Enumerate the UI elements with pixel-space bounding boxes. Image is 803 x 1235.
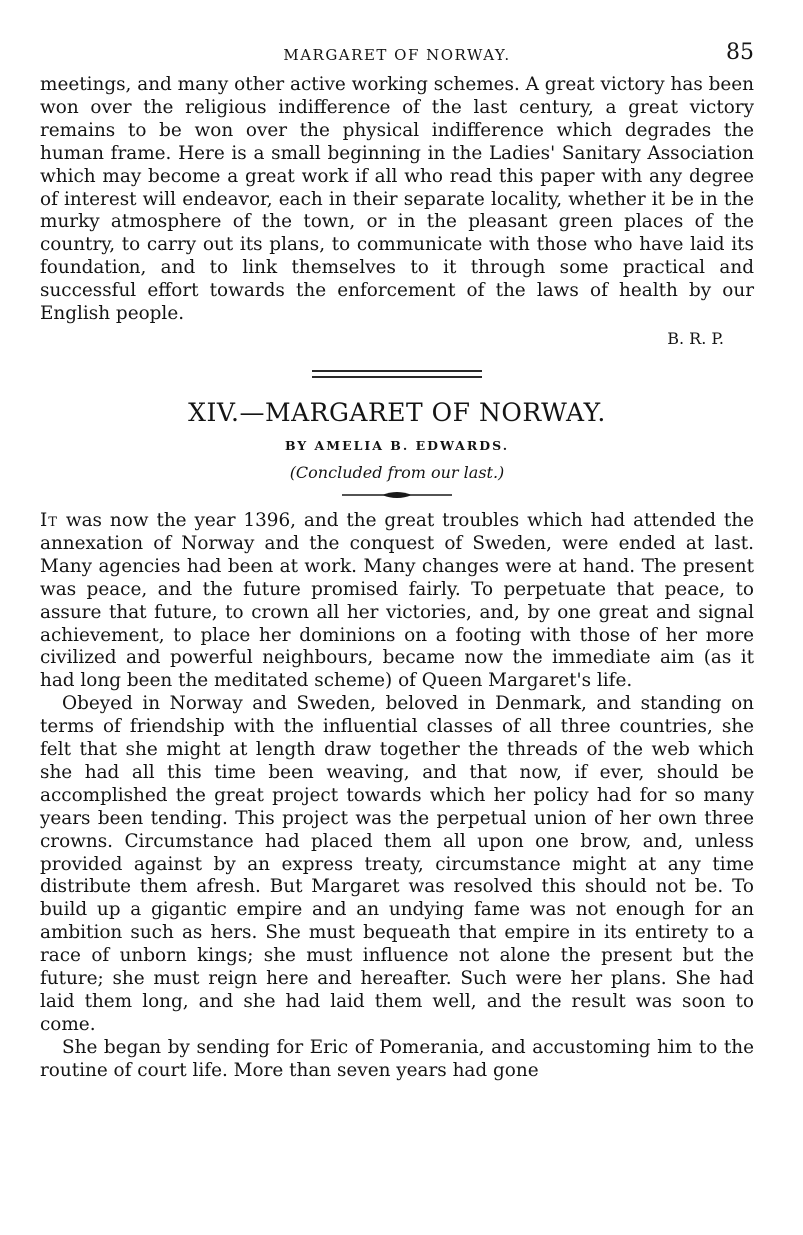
article-paragraph-3: She began by sending for Eric of Pomerania, and accustoming him to the routine of court life. More than seven years had gone (40, 1036, 754, 1081)
running-head (40, 40, 754, 74)
article-paragraph-1 (40, 510, 754, 693)
article-paragraph-1-text: was now the year 1396, and the great troubles which had attended the annexation of Norway and the conquest of Sweden, were ended at last. Many agencies had been at work. Many changes were at hand. The present was peace, and the future promised fairly. To perpetuate that peace, to assure that future, to crown all her victories, and, by one great and signal achievement, to place her dominions on a footing with those of her more civilized and powerful neighbours, became now the immediate aim (as it had long been the meditated scheme) of Queen Margaret's life. (40, 509, 754, 692)
article-byline: BY AMELIA B. EDWARDS. (284, 437, 510, 453)
previous-article-closing-paragraph: meetings, and many other active working schemes. A great victory has been won over the religious indifference of the last century, a great victory remains to be won over the physical indifference which degrades the human frame. Here is a small beginning in the Ladies' Sanitary Association which may become a great work if all who read this paper with any degree of interest will endeavor, each in their separate locality, whether it be in the murky atmosphere of the town, or in the pleasant green places of the country, to carry out its plans, to communicate with those who have laid its foundation, and to link themselves to it through some practical and successful effort towards the enforcement of the laws of health by our English people. (40, 74, 754, 325)
opening-word: It (40, 509, 58, 531)
divider-rule-top (312, 370, 482, 372)
continuation-note: (Concluded from our last.) (289, 462, 505, 482)
author-initials-signature: B. R. P. (667, 328, 724, 348)
book-page (40, 40, 754, 1083)
article-title: XIV.—MARGARET OF NORWAY. (188, 397, 606, 427)
section-divider-double-rule (312, 370, 482, 380)
running-title: MARGARET OF NORWAY. (283, 46, 511, 64)
ornamental-dash-icon (342, 488, 452, 502)
page-number: 85 (726, 40, 754, 65)
divider-rule-bottom (312, 376, 482, 378)
article-paragraph-2: Obeyed in Norway and Sweden, beloved in Denmark, and standing on terms of friendship with the influential classes of all three countries, she felt that she might at length draw together the threads of the web which she had all this time been weaving, and that now, if ever, should be accomplished the great project towards which her policy had for so many years been tending. This project was the perpetual union of her own three crowns. Circumstance had placed them all upon one brow, and, unless provided against by an express treaty, circumstance might at any time distribute them afresh. But Margaret was resolved this should not be. To build up a gigantic empire and an undying fame was not enough for an ambition such as hers. She must bequeath that empire in its entirety to a race of unborn kings; she must influence not alone the present but the future; she must reign here and hereafter. Such were her plans. She had laid them long, and she had laid them well, and the result was soon to come. (40, 693, 754, 1035)
